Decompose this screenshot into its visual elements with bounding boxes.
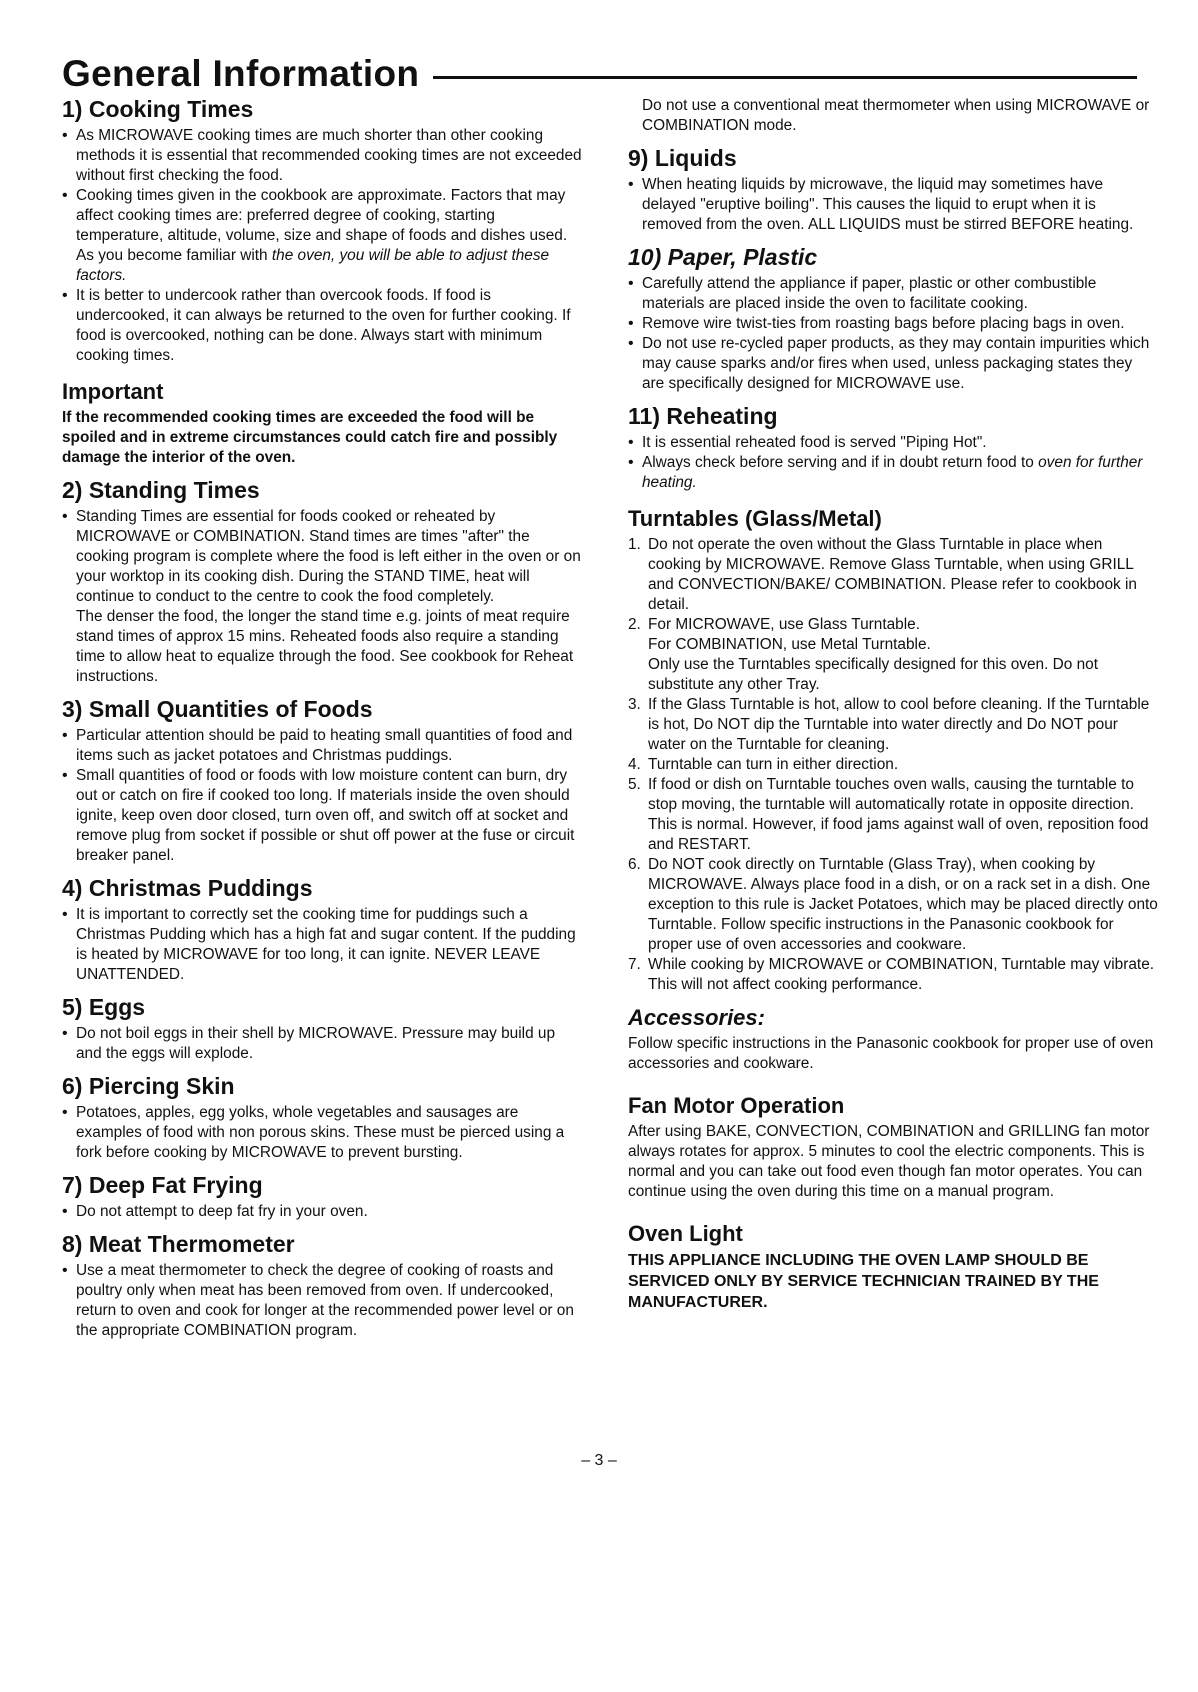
item-text: For COMBINATION, use Metal Turntable.: [648, 636, 931, 653]
paragraph: Do not use a conventional meat thermometer when using MICROWAVE or COMBINATION mode.: [642, 97, 1150, 134]
bullet-item: • It is important to correctly set the cooking time for puddings such a Christmas Pudding which has a high fat and sugar content. If the pudding is heated by MICROWAVE for too long, it can ignite. NEVER LEAVE UNATTENDED.: [62, 905, 582, 985]
item-number: 3.: [628, 696, 641, 713]
section-heading: 7) Deep Fat Frying: [62, 1172, 263, 1198]
section-turntables: [628, 505, 1158, 995]
item-text-group: [648, 615, 1158, 695]
bullet-item: [628, 453, 1158, 493]
bullet-list: [62, 905, 582, 985]
item-number: 2.: [628, 616, 641, 633]
section-small-quantities: [62, 696, 582, 866]
bullet-list: [62, 1261, 582, 1341]
section-paper-plastic: [628, 244, 1158, 394]
bullet-item: • When heating liquids by microwave, the liquid may sometimes have delayed "eruptive boiling". This causes the liquid to erupt when it is removed from the oven. ALL LIQUIDS must be stirred BEFORE heating.: [628, 175, 1158, 235]
item-text: If the Glass Turntable is hot, allow to cool before cleaning. If the Turntable is hot, Do NOT dip the Turntable into water directly and Do NOT pour water on the Turntable for cleaning.: [648, 696, 1150, 753]
title-rule: [433, 76, 1137, 79]
section-cooking-times: [62, 96, 582, 366]
section-meat-thermometer: [62, 1231, 582, 1341]
bullet-text: Cooking times given in the cookbook are approximate. Factors that may affect cooking times are: preferred degree of cooking, starting temperature, altitude, volume, size and shape of foods and dishes used. As you become familiar with: [76, 187, 568, 264]
bullet-list: [62, 126, 582, 366]
item-text: Only use the Turntables specifically designed for this oven. Do not substitute any other Tray.: [648, 656, 1098, 693]
item-text: Do not operate the oven without the Glass Turntable in place when cooking by MICROWAVE. Remove Glass Turntable, when using GRILL and CONVECTION/BAKE/ COMBINATION. Please refer to cookbook in detail.: [648, 536, 1137, 613]
bullet-list: [62, 1024, 582, 1064]
bullet-item: • Remove wire twist-ties from roasting bags before placing bags in oven.: [628, 314, 1158, 334]
section-heading: 10) Paper, Plastic: [628, 244, 818, 270]
bullet-list: [62, 1202, 582, 1222]
item-number: 1.: [628, 536, 641, 553]
oven-light-warning: THIS APPLIANCE INCLUDING THE OVEN LAMP SHOULD BE SERVICED ONLY BY SERVICE TECHNICIAN TRAINED BY THE MANUFACTURER.: [628, 1252, 1099, 1311]
bullet-item: • As MICROWAVE cooking times are much shorter than other cooking methods it is essential that recommended cooking times are not exceeded without first checking the food.: [62, 126, 582, 186]
section-liquids: [628, 145, 1158, 235]
item-text: Turntable can turn in either direction.: [648, 756, 899, 773]
section-heading: 4) Christmas Puddings: [62, 875, 313, 901]
important-text: If the recommended cooking times are exceeded the food will be spoiled and in extreme circumstances could catch fire and possibly damage the interior of the oven.: [62, 409, 558, 466]
item-number: 4.: [628, 756, 641, 773]
section-fan-motor: [628, 1092, 1158, 1202]
bullet-text: Always check before serving and if in doubt return food to: [642, 454, 1034, 471]
section-heading: Turntables (Glass/Metal): [628, 506, 882, 531]
item-number: 7.: [628, 956, 641, 973]
section-piercing-skin: [62, 1073, 582, 1163]
bullet-item: • It is better to undercook rather than overcook foods. If food is undercooked, it can always be returned to the oven for further cooking. If food is overcooked, nothing can be done. Always start with minimum cooking times.: [62, 286, 582, 366]
section-important: [62, 378, 582, 468]
page-number: – 3 –: [581, 1452, 617, 1469]
bullet-item: • Use a meat thermometer to check the degree of cooking of roasts and poultry only when meat has been removed from oven. If undercooked, return to oven and cook for longer at the recommended power level or on the appropriate COMBINATION program.: [62, 1261, 582, 1341]
right-column: [628, 96, 1158, 1322]
section-accessories: [628, 1004, 1158, 1074]
section-heading: 6) Piercing Skin: [62, 1073, 235, 1099]
section-heading: 3) Small Quantities of Foods: [62, 696, 373, 722]
bullet-item: • Small quantities of food or foods with low moisture content can burn, dry out or catch on fire if cooked too long. If materials inside the oven should ignite, keep oven door closed, turn oven off, and switch off at socket and remove plug from socket if possible or shut off power at the fuse or circuit breaker panel.: [62, 766, 582, 866]
section-heading: 8) Meat Thermometer: [62, 1231, 295, 1257]
section-heading: Oven Light: [628, 1221, 743, 1246]
item-text: If food or dish on Turntable touches oven walls, causing the turntable to stop moving, the turntable will automatically rotate in opposite direction. This is normal. However, if food jams against wall of oven, reposition food and RESTART.: [648, 776, 1149, 853]
numbered-item: [628, 615, 1158, 695]
numbered-item: [628, 695, 1158, 755]
bullet-list: [628, 175, 1158, 235]
bullet-text-italic: the oven, you will be able to adjust these factors.: [76, 247, 550, 284]
bullet-list: [628, 274, 1158, 394]
numbered-item: [628, 955, 1158, 995]
bullet-item: • Do not use re-cycled paper products, as they may contain impurities which may cause sparks and/or fires when used, unless packaging states they are specifically designed for MICROWAVE use.: [628, 334, 1158, 394]
paragraph: After using BAKE, CONVECTION, COMBINATION and GRILLING fan motor always rotates for approx. 5 minutes to cool the electric components. This is normal and you can take out food even though fan motor operates. You can continue using the oven during this time on a manual program.: [628, 1123, 1150, 1200]
left-column: [62, 96, 582, 1350]
section-eggs: [62, 994, 582, 1064]
numbered-item: [628, 755, 1158, 775]
item-text: Do NOT cook directly on Turntable (Glass Tray), when cooking by MICROWAVE. Always place food in a dish, or on a rack set in a dish. One exception to this rule is Jacket Potatoes, which may be placed directly onto Turntable. Follow specific instructions in the Panasonic cookbook for proper use of oven accessories and cookware.: [648, 856, 1158, 953]
section-heading: 1) Cooking Times: [62, 96, 254, 122]
section-heading: 9) Liquids: [628, 145, 737, 171]
numbered-list: [628, 535, 1158, 995]
important-heading: Important: [62, 379, 164, 404]
section-heading: 5) Eggs: [62, 994, 146, 1020]
section-heading: 11) Reheating: [628, 403, 778, 429]
section-oven-light: [628, 1220, 1158, 1313]
section-heading: Accessories:: [628, 1005, 765, 1030]
section-heading: 2) Standing Times: [62, 477, 260, 503]
numbered-item: [628, 775, 1158, 855]
page-title: General Information: [62, 53, 420, 94]
section-deep-fat-frying: [62, 1172, 582, 1222]
paragraph: The denser the food, the longer the stand time e.g. joints of meat require stand times of approx 15 mins. Reheated foods also require a standing time to allow heat to equalize through the food. See cookbook for Reheat instructions.: [76, 608, 574, 685]
bullet-item: [62, 186, 582, 286]
bullet-item: • Do not attempt to deep fat fry in your oven.: [62, 1202, 582, 1222]
bullet-list: [62, 726, 582, 866]
bullet-item: • Do not boil eggs in their shell by MICROWAVE. Pressure may build up and the eggs will explode.: [62, 1024, 582, 1064]
title-row: [62, 48, 1137, 100]
section-heading: Fan Motor Operation: [628, 1093, 845, 1118]
numbered-item: [628, 855, 1158, 955]
bullet-list: [62, 1103, 582, 1163]
bullet-item: • Carefully attend the appliance if paper, plastic or other combustible materials are placed inside the oven to facilitate cooking.: [628, 274, 1158, 314]
section-christmas-puddings: [62, 875, 582, 985]
section-standing-times: [62, 477, 582, 687]
numbered-item: [628, 535, 1158, 615]
bullet-list: [62, 507, 582, 607]
item-text: For MICROWAVE, use Glass Turntable.: [648, 616, 920, 633]
section-meat-thermometer-continued: [628, 96, 1158, 136]
bullet-item: • It is essential reheated food is served "Piping Hot".: [628, 433, 1158, 453]
bullet-list: [628, 433, 1158, 493]
paragraph: Follow specific instructions in the Panasonic cookbook for proper use of oven accessories and cookware.: [628, 1035, 1154, 1072]
item-text: While cooking by MICROWAVE or COMBINATION, Turntable may vibrate. This will not affect cooking performance.: [648, 956, 1155, 993]
bullet-item: • Potatoes, apples, egg yolks, whole vegetables and sausages are examples of food with non porous skins. These must be pierced using a fork before cooking by MICROWAVE to prevent bursting.: [62, 1103, 582, 1163]
bullet-item: • Standing Times are essential for foods cooked or reheated by MICROWAVE or COMBINATION. Stand times are times "after" the cooking program is complete where the food is left either in the oven or on your worktop in its cooking dish. During the STAND TIME, heat will continue to conduct to the centre to cook the food completely.: [62, 507, 582, 607]
item-number: 6.: [628, 856, 641, 873]
bullet-text-italic: oven for further heating.: [642, 454, 1143, 491]
section-reheating: [628, 403, 1158, 493]
item-number: 5.: [628, 776, 641, 793]
bullet-item: • Particular attention should be paid to heating small quantities of food and items such as jacket potatoes and Christmas puddings.: [62, 726, 582, 766]
